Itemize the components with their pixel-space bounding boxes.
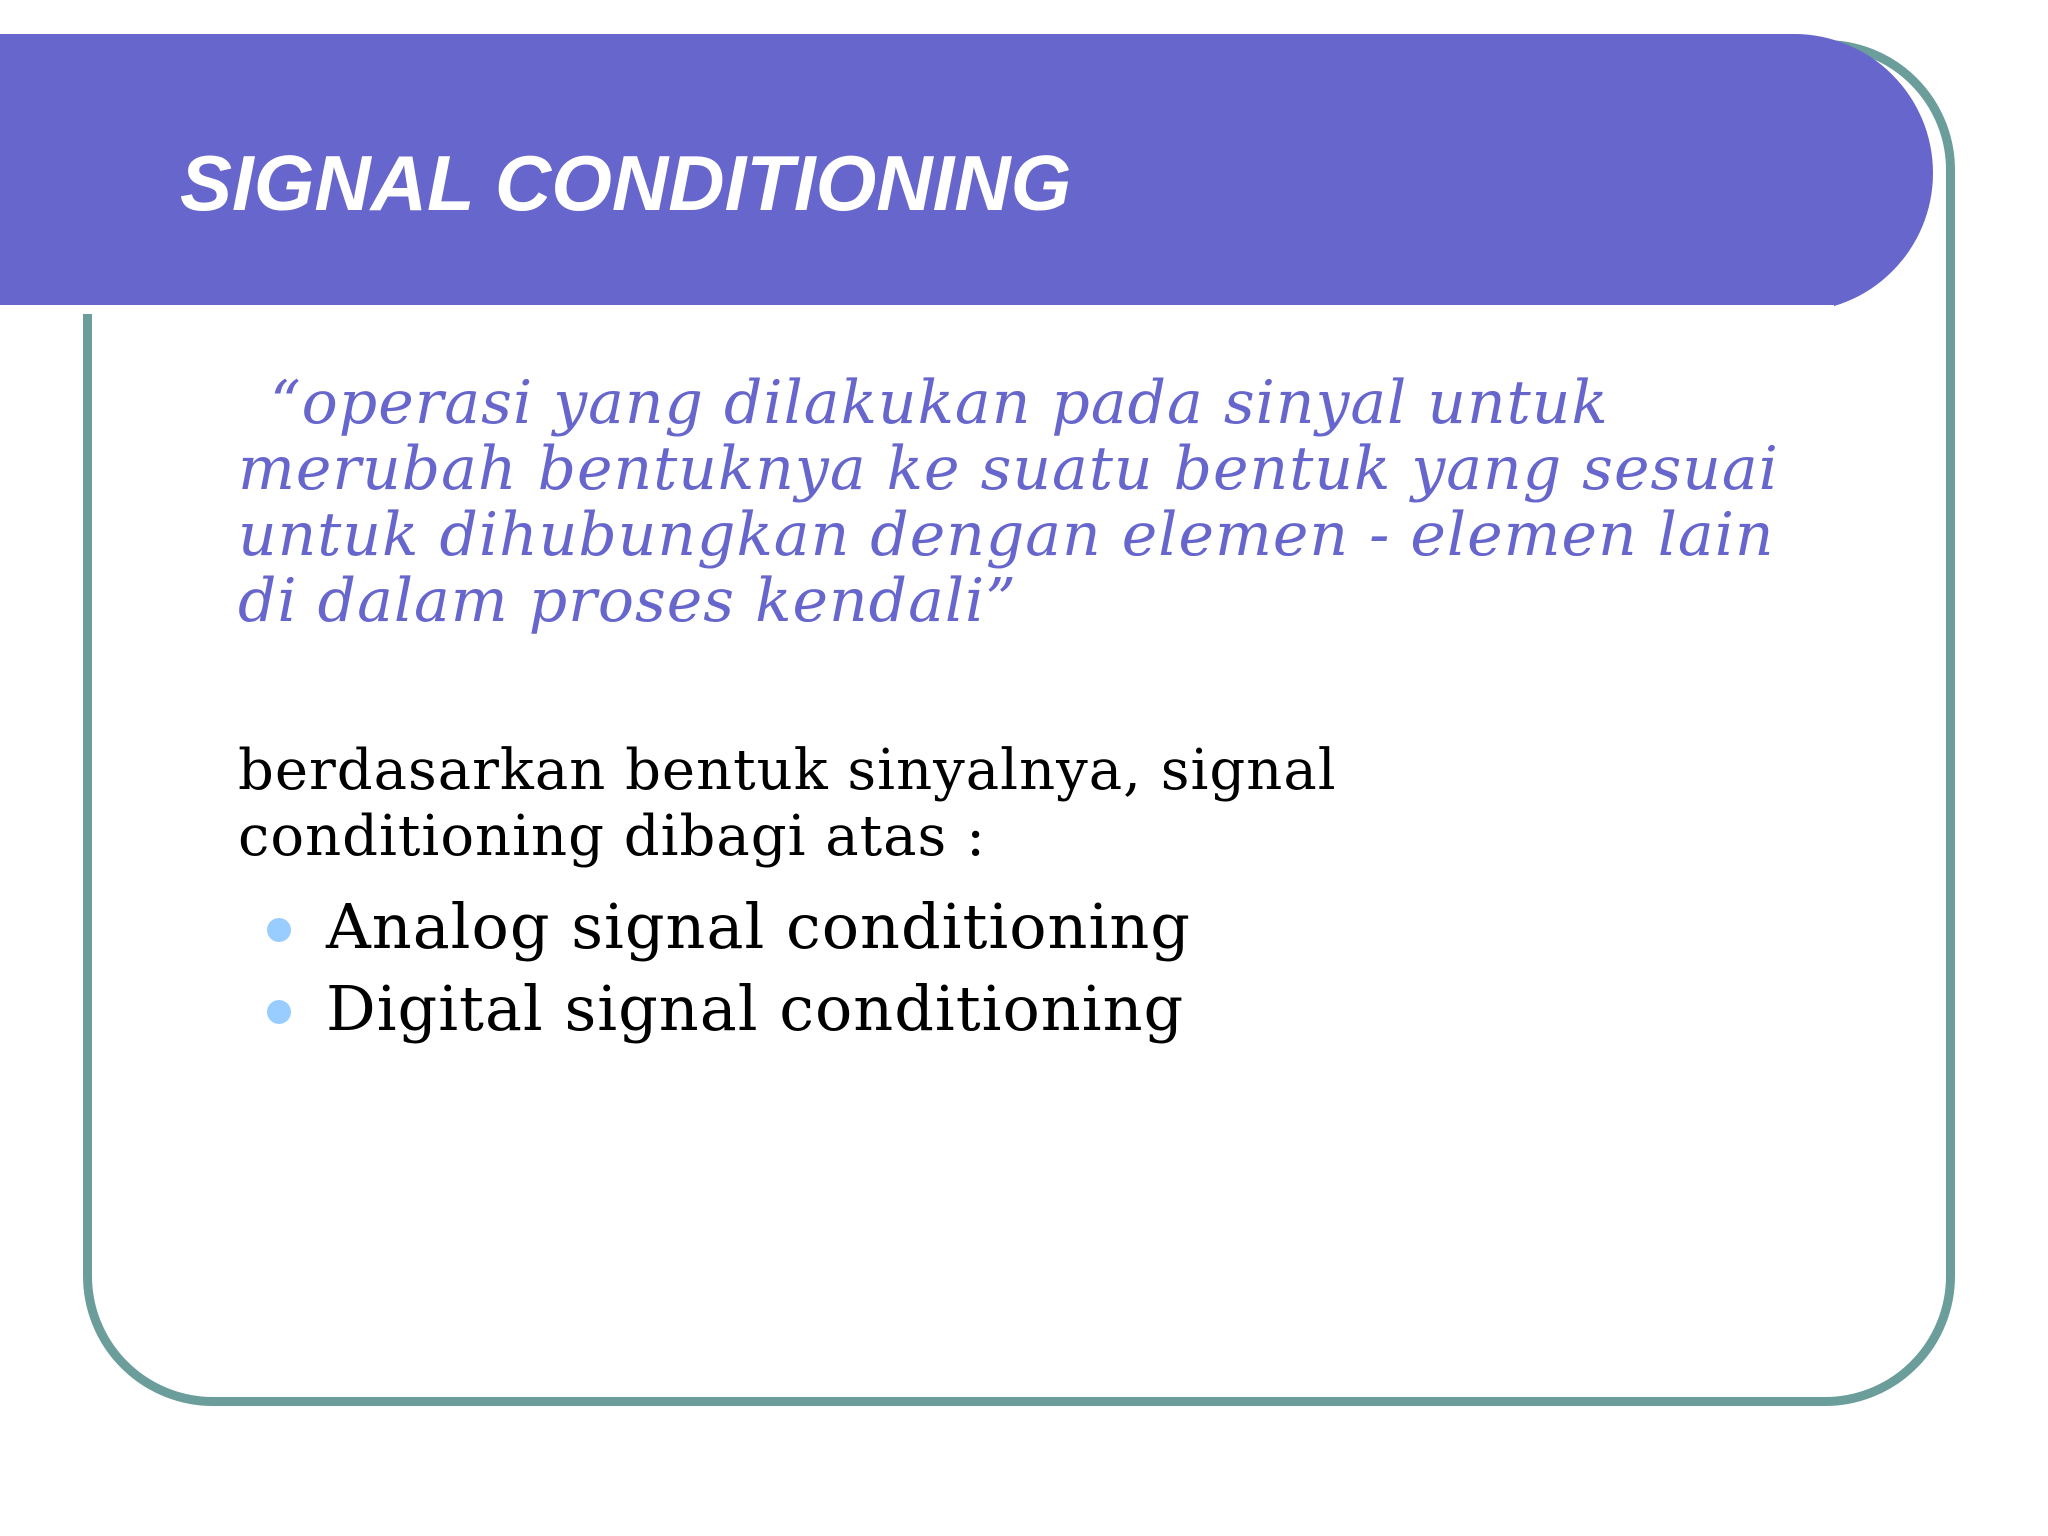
quote-line: merubah bentuknya ke suatu bentuk yang sesuai: [238, 434, 1779, 504]
bullet-text: Analog signal conditioning: [326, 890, 1191, 963]
title-underline: [0, 305, 1834, 314]
bullet-dot-icon: [267, 918, 291, 942]
slide-title: SIGNAL CONDITIONING: [180, 139, 1072, 227]
definition-quote: [238, 370, 1838, 634]
bullet-item: [262, 886, 1191, 968]
bullet-text: Digital signal conditioning: [326, 972, 1185, 1045]
bullet-dot-icon: [267, 1000, 291, 1024]
lead-paragraph: [238, 738, 1838, 870]
lead-line: conditioning dibagi atas :: [238, 804, 986, 869]
lead-line: berdasarkan bentuk sinyalnya, signal: [238, 738, 1337, 803]
quote-line: untuk dihubungkan dengan elemen - elemen lain: [238, 500, 1775, 570]
quote-line: “operasi yang dilakukan pada sinyal untuk: [270, 368, 1609, 438]
bullet-list: [262, 886, 1191, 1050]
quote-line: di dalam proses kendali”: [238, 566, 1017, 636]
bullet-item: [262, 968, 1191, 1050]
